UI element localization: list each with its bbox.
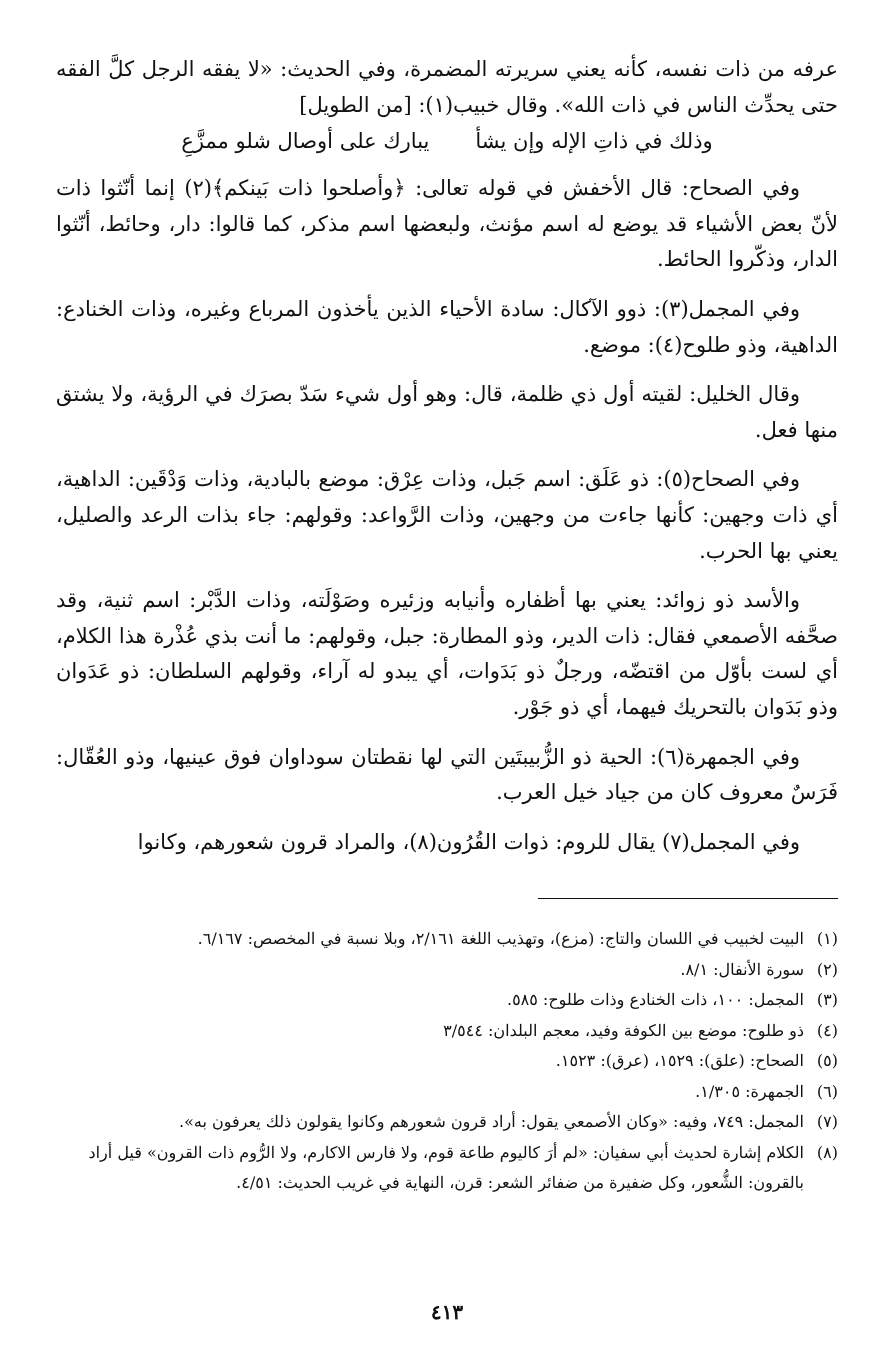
- page-number: ٤١٣: [430, 1300, 464, 1324]
- poem-verse: [56, 123, 838, 159]
- footnote-6: (٦) الجمهرة: ١/٣٠٥.: [695, 1081, 838, 1101]
- paragraph-5: وفي الصحاح(٥): ذو عَلَق: اسم جَبل، وذات عِرْق: موضع بالبادية، وذات وَدْقَين: الداهية، أي ذات وجهين: كأنها جاءت من وجهين، وذات الرَّواعد: وقولهم: جاء بذات الرعد والصليل، يعني بها الحرب.: [56, 467, 838, 563]
- footnote-5: (٥) الصحاح: (علق): ١٥٢٩، (عرق): ١٥٢٣.: [555, 1051, 838, 1070]
- footnote-1: (١) البيت لخبيب في اللسان والتاج: (مزع)، وتهذيب اللغة ٢/١٦١، وبلا نسبة في المخصص: ٦/١٦٧.: [197, 929, 838, 948]
- footnote-3: (٣) المجمل: ١٠٠، ذات الخنادع وذات طلوح: ٥٨٥.: [506, 990, 838, 1009]
- footnote-divider: [538, 898, 838, 899]
- paragraph-7: وفي الجمهرة(٦): الحية ذو الزُّبيبتَين التي لها نقطتان سوداوان فوق عينيها، وذو العُقّال: فَرَسٌ معروف كان من جياد خيل العرب.: [56, 744, 838, 805]
- paragraph-2: وفي الصحاح: قال الأخفش في قوله تعالى: ﴿وأصلحوا ذات بَينكم﴾(٢) إنما أنّثوا ذات لأنّ بعض الأشياء قد يوضع له اسم مؤنث، ولبعضها اسم مذكر، كما قالوا: دار، وحائط، أنّثوا الدار، وذكّروا الحائط.: [56, 176, 838, 272]
- paragraph-8: وفي المجمل(٧) يقال للروم: ذوات القُرُون(٨)، والمراد قرون شعورهم، وكانوا: [137, 829, 800, 854]
- paragraph-1: عرفه من ذات نفسه، كأنه يعني سريرته المضمرة، وفي الحديث: «لا يفقه الرجل كلَّ الفقه حتى يحدِّث الناس في ذات الله». وقال خبيب(١): [من الطويل]: [56, 57, 838, 117]
- book-page: [56, 52, 838, 1332]
- footnote-7: (٧) المجمل: ٧٤٩، وفيه: «وكان الأصمعي يقول: أراد قرون شعورهم وكانوا يقولون ذلك يعرفون به».: [179, 1112, 838, 1131]
- footnote-4: (٤) ذو طلوح: موضع بين الكوفة وفيد، معجم البلدان: ٣/٥٤٤: [443, 1020, 838, 1040]
- paragraph-4: وقال الخليل: لقيته أول ذي ظلمة، قال: وهو أول شيء سَدّ بصرَك في الرؤية، ولا يشتق منها فعل.: [56, 382, 838, 442]
- footnotes: [56, 924, 838, 1199]
- paragraph-3: وفي المجمل(٣): ذوو الآكال: سادة الأحياء الذين يأخذون المرباع وغيره، وذات الخنادع: الداهية، وذو طلوح(٤): موضع.: [56, 296, 838, 357]
- paragraph-6: والأسد ذو زوائد: يعني بها أظفاره وأنيابه وزئيره وصَوْلَته، وذات الدَّبْر: اسم ثنية، وقد صحَّفه الأصمعي فقال: ذات الدير، وذو المطارة: جبل، وقولهم: ما أنت بذي عُذْرة هذا الكلام، أي لست بأوّل من اقتضّه، ورجلٌ ذو بَدَوات، أي يبدو له آراء، وقولهم السلطان: ذو عَدَوان وذو بَدَوان بالتحريك فيهما، أي ذو جَوْر.: [56, 588, 838, 719]
- verse-first-hemistich: وذلك في ذاتِ الإله وإن يشأ: [475, 129, 713, 154]
- verse-second-hemistich: يبارك على أوصال شلو ممزَّعِ: [181, 129, 430, 154]
- footnote-2: (٢) سورة الأنفال: ٨/١.: [680, 959, 838, 979]
- footnote-8: (٨) الكلام إشارة لحديث أبي سفيان: «لم أرَ كاليوم طاعة قوم، ولا فارس الاكارم، ولا الرُّوم ذات القرون» قيل أراد بالقرون: الشُّعور، وكل ضفيرة من ضفائر الشعر: قرن، النهاية في غريب الحديث: ٤/٥١.: [88, 1142, 838, 1192]
